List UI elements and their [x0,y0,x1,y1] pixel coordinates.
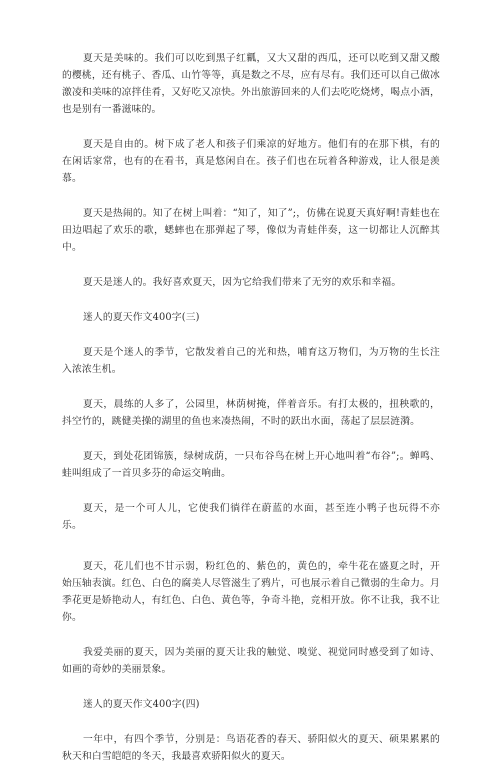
paragraph-flowers-bloom: 夏天，花儿们也不甘示弱，粉红色的、紫色的，黄色的，牵牛花在盛夏之时，开始压轴表演。红色、白色的腐美人尽管滋生了鸦片，可也展示着自己微弱的生命力。月季花更是娇艳动人，有红色、白色、黄色等，争奇斗艳，竞相开放。你不让我，我不让你。 [62,561,440,623]
paragraph-morning-exercise: 夏天，晨练的人多了，公园里，林荫树掩，伴着音乐。有打太极的，扭秧歌的，抖空竹的，跳健美操的湖里的鱼也来凑热闹，不时的跃出水面，荡起了层层涟漪。 [62,399,440,427]
paragraph-gap [62,326,440,344]
paragraph-charming-season: 夏天是个迷人的季节，它散发着自己的光和热，哺育这万物们，为万物的生长注入浓浓生机。 [62,347,440,375]
section-heading-three: 迷人的夏天作文400字(三) [83,312,200,323]
paragraph-gap [62,713,440,731]
paragraph-summer-lively: 夏天是热闹的。知了在树上叫着：“知了，知了”;，仿佛在说夏天真好啊!青蛙也在田边唱起了欢乐的歌，蟋蟀也在那弹起了琴，像似为青蛙伴奏，这一切都让人沉醉其中。 [62,208,440,253]
paragraph-gap [62,678,440,696]
paragraph-gap [62,482,440,500]
paragraph-summer-delicious: 夏天是美味的。我们可以吃到黑子红瓤，又大又甜的西瓜，还可以吃到又甜又酸的樱桃，还有桃子、香瓜、山竹等等，真是数之不尽，应有尽有。我们还可以自己做冰激凌和美味的凉拌佳肴，又好吃又凉快。外出旅游回来的人们去吃吃烧烤，喝点小酒，也是别有一番滋味的。 [62,53,440,115]
paragraph-gap [62,256,440,274]
paragraph-gap [62,118,440,136]
paragraph-gap [62,534,440,558]
paragraph-lovely-one: 夏天，是一个可人儿，它使我们徜徉在蔚蓝的水面，甚至连小鸭子也玩得不亦乐。 [62,503,440,531]
paragraph-gap [62,626,440,644]
paragraph-gap [62,378,440,396]
paragraph-four-seasons: 一年中，有四个季节，分别是：鸟语花香的春天、骄阳似火的夏天、硕果累累的秋天和白雪皑皑的冬天，我最喜欢骄阳似火的夏天。 [62,734,440,762]
paragraph-gap [62,291,440,309]
paragraph-summer-free: 夏天是自由的。树下成了老人和孩子们乘凉的好地方。他们有的在那下棋，有的在闲话家常，也有的在看书，真是悠闲自在。孩子们也在玩着各种游戏，让人很是羡慕。 [62,139,440,184]
paragraph-love-summer: 我爱美丽的夏天，因为美丽的夏天让我的触觉、嗅觉、视觉同时感受到了如诗、如画的奇妙的美丽景象。 [62,647,440,675]
paragraph-gap [62,430,440,448]
paragraph-gap [62,187,440,205]
paragraph-flowers-trees: 夏天，到处花团锦簇，绿树成荫，一只布谷鸟在树上开心地叫着“布谷”;。蝉鸣、蛙叫组成了一首贝多芬的命运交响曲。 [62,451,440,479]
paragraph-summer-charming: 夏天是迷人的。我好喜欢夏天，因为它给我们带来了无穷的欢乐和幸福。 [83,277,402,288]
section-heading-four: 迷人的夏天作文400字(四) [83,699,200,710]
